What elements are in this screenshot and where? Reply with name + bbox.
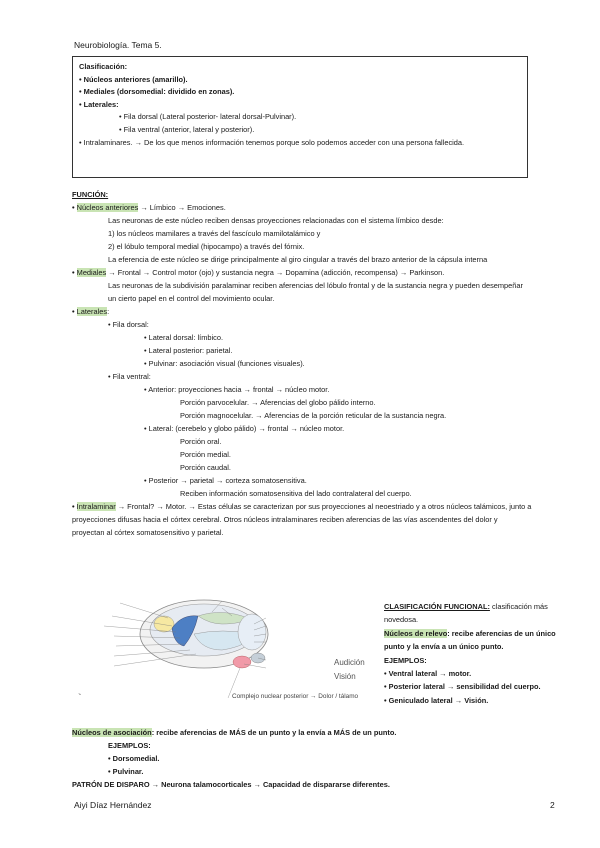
vision-label: Visión	[334, 672, 356, 681]
anterior-nucleus	[154, 616, 174, 632]
list-item: Porción caudal.	[180, 463, 231, 472]
list-item: • Lateral dorsal: límbico.	[144, 333, 223, 342]
clasificacion-title-line: CLASIFICACIÓN FUNCIONAL: clasificación más novedosa.	[384, 602, 548, 625]
box-line: • Laterales:	[79, 99, 119, 109]
lateral-geniculate	[233, 656, 251, 668]
anteriores-label: Núcleos anteriores	[76, 203, 139, 212]
list-item: • Posterior → parietal → corteza somatosensitiva.	[144, 476, 307, 485]
page-number: 2	[550, 800, 555, 810]
clasificacion-funcional	[384, 600, 564, 707]
ejemplos-heading: EJEMPLOS:	[384, 655, 427, 665]
list-item: • Anterior: proyecciones hacia → frontal → núcleo motor.	[144, 385, 330, 394]
relevo-line: Núcleos de relevo: recibe aferencias de un único punto y la envía a un único punto.	[384, 628, 556, 652]
asociacion-label: Núcleos de asociación	[72, 728, 152, 737]
paragraph: La eferencia de este núcleo se dirige principalmente al giro cingular a través del brazo anterior de la cápsula interna	[108, 255, 488, 264]
box-line: • Fila ventral (anterior, lateral y posterior).	[119, 124, 255, 134]
ejemplos-heading: EJEMPLOS:	[108, 741, 151, 750]
list-item: • Ventral lateral → motor.	[384, 669, 472, 679]
mediales-line: • Mediales → Frontal → Control motor (ojo) y sustancia negra → Dopamina (adicción, recompensa) → Parkinson.	[72, 268, 445, 277]
classification-box	[72, 56, 528, 178]
footer-author: Aiyi Díaz Hernández	[74, 800, 152, 810]
funcion-title: FUNCIÓN:	[72, 190, 109, 199]
paragraph: Las neuronas de este núcleo reciben densas proyecciones relacionadas con el sistema límbico desde:	[108, 216, 444, 225]
list-item: Porción medial.	[180, 450, 231, 459]
box-heading: Clasificación:	[79, 62, 128, 71]
paragraph: 2) el lóbulo temporal medial (hipocampo) a través del fórnix.	[108, 242, 305, 251]
list-item: Porción parvocelular. → Aferencias del globo pálido interno.	[180, 398, 376, 407]
laterales-line: • Laterales:	[72, 307, 110, 316]
list-item: • Posterior lateral → sensibilidad del cuerpo.	[384, 682, 541, 692]
complejo-label: Complejo nuclear posterior → Dolor / tálamo	[232, 693, 359, 700]
patron-line: PATRÓN DE DISPARO → Neurona talamocorticales → Capacidad de dispararse diferentes.	[72, 780, 390, 789]
laterales-label: Laterales	[76, 307, 108, 316]
list-item: Reciben información somatosensitiva del lado contralateral del cuerpo.	[180, 489, 412, 498]
list-item: • Dorsomedial.	[108, 754, 160, 763]
list-item: • Pulvinar: asociación visual (funciones visuales).	[144, 359, 305, 368]
list-item: • Pulvinar.	[108, 767, 144, 776]
asociacion-line: Núcleos de asociación: recibe aferencias de MÁS de un punto y la envía a MÁS de un punto.	[72, 728, 397, 737]
audicion-label: Audición	[334, 658, 365, 667]
pulvinar	[238, 614, 266, 650]
clasificacion-title: CLASIFICACIÓN FUNCIONAL:	[384, 602, 490, 611]
list-item: • Geniculado lateral → Visión.	[384, 695, 489, 705]
list-item: • Fila ventral:	[108, 372, 151, 381]
page-header: Neurobiología. Tema 5.	[74, 40, 162, 50]
box-line: • Fila dorsal (Lateral posterior- lateral dorsal-Pulvinar).	[119, 112, 297, 122]
box-line: • Núcleos anteriores (amarillo).	[79, 74, 188, 84]
anteriores-line: • Núcleos anteriores → Límbico → Emociones.	[72, 203, 226, 212]
mark-symbol: ↘	[78, 692, 82, 696]
paragraph: 1) los núcleos mamilares a través del fascículo mamilotalámico y	[108, 229, 321, 238]
box-line: • Intralaminares. → De los que menos información tenemos porque solo podemos acceder con una persona fallecida.	[79, 137, 465, 147]
thalamus-diagram	[72, 594, 378, 716]
intralaminar-line: • Intralaminar → Frontal? → Motor. → Estas células se caracterizan por sus proyecciones al neoestriado y a otros núcleos talámicos, junto a proyecciones difusas hacia el córtex cerebral. Otros núcleos intralaminares reciben aferencias de las vías ascendentes del dolor y proyectan al córtex somatosensitivo y parietal.	[72, 502, 532, 537]
list-item: Porción magnocelular. → Aferencias de la porción reticular de la sustancia negra.	[180, 411, 447, 420]
intralaminar-label: Intralaminar	[76, 502, 116, 511]
list-item: Porción oral.	[180, 437, 222, 446]
box-line: • Mediales (dorsomedial: dividido en zonas).	[79, 87, 235, 97]
asociacion-section	[72, 726, 542, 791]
list-item: • Lateral posterior: parietal.	[144, 346, 233, 355]
list-item: • Lateral: (cerebelo y globo pálido) → frontal → núcleo motor.	[144, 424, 345, 433]
paragraph: Las neuronas de la subdivisión paralaminar reciben aferencias del lóbulo frontal y de la sustancia negra y pueden desempeñar un cierto papel en el control del movimiento ocular.	[108, 281, 523, 303]
mediales-label: Mediales	[76, 268, 107, 277]
funcion-section	[72, 188, 532, 539]
relevo-label: Núcleos de relevo	[384, 628, 448, 638]
list-item: • Fila dorsal:	[108, 320, 149, 329]
